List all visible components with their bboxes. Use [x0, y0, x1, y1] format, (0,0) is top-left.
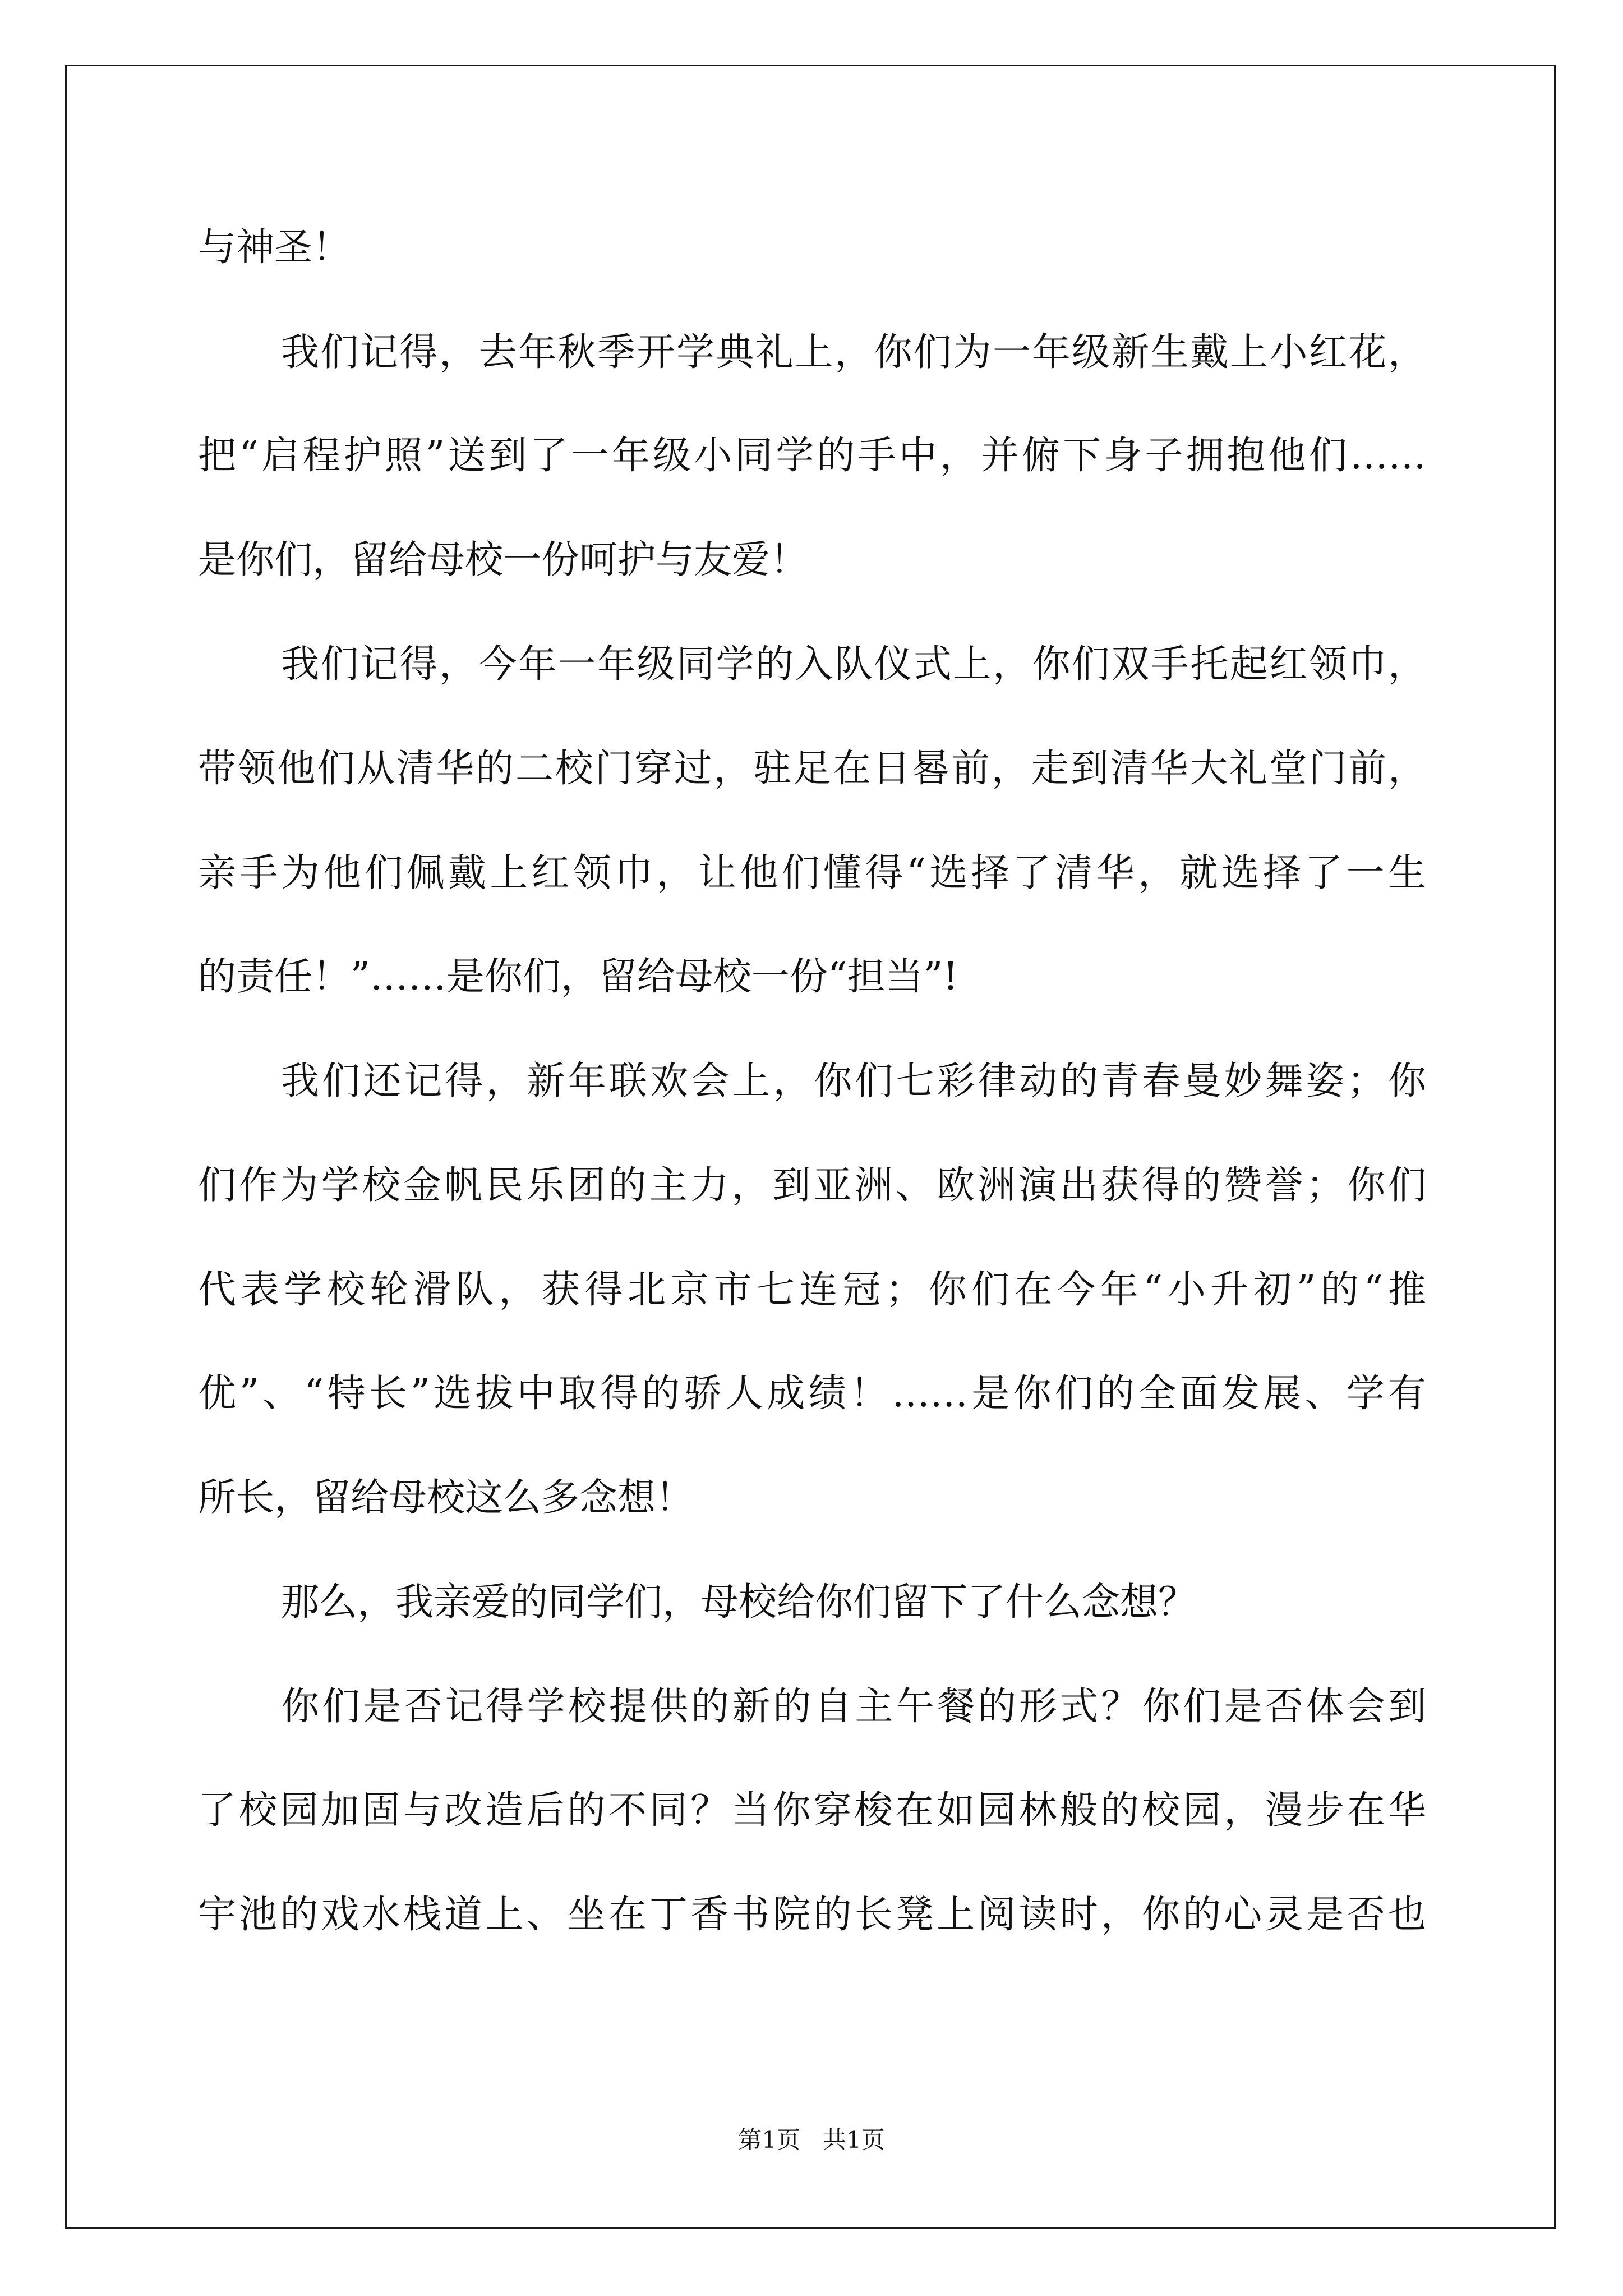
text-line-14: 那么，我亲爱的同学们，母校给你们留下了什么念想？ [281, 1580, 1197, 1625]
text-line-2: 我们记得，去年秋季开学典礼上，你们为一年级新生戴上小红花， [281, 330, 1426, 375]
text-line-9: 我们还记得，新年联欢会上，你们七彩律动的青春曼妙舞姿；你 [281, 1059, 1426, 1103]
text-line-16: 了校园加固与改造后的不同？当你穿梭在如园林般的校园，漫步在华 [198, 1788, 1426, 1833]
text-line-7: 亲手为他们佩戴上红领巾，让他们懂得“选择了清华，就选择了一生 [198, 851, 1426, 895]
page-footer: 第1页 共1页 [738, 2126, 885, 2154]
text-line-8: 的责任！”……是你们，留给母校一份“担当”! [198, 955, 958, 999]
text-line-12: 优”、“特长”选拔中取得的骄人成绩！……是你们的全面发展、学有 [198, 1372, 1426, 1416]
text-line-1: 与神圣！ [198, 226, 351, 270]
text-line-6: 带领他们从清华的二校门穿过，驻足在日晷前，走到清华大礼堂门前， [198, 747, 1426, 791]
text-line-13: 所长，留给母校这么多念想！ [198, 1476, 694, 1520]
text-line-5: 我们记得，今年一年级同学的入队仪式上，你们双手托起红领巾， [281, 642, 1426, 687]
text-line-15: 你们是否记得学校提供的新的自主午餐的形式？你们是否体会到 [281, 1685, 1426, 1729]
text-line-4: 是你们，留给母校一份呵护与友爱！ [198, 538, 809, 582]
text-line-17: 宇池的戏水栈道上、坐在丁香书院的长凳上阅读时，你的心灵是否也 [198, 1893, 1426, 1937]
text-line-10: 们作为学校金帆民乐团的主力，到亚洲、欧洲演出获得的赞誉；你们 [198, 1163, 1426, 1208]
text-line-11: 代表学校轮滑队，获得北京市七连冠；你们在今年“小升初”的“推 [198, 1268, 1426, 1312]
text-line-3: 把“启程护照”送到了一年级小同学的手中，并俯下身子拥抱他们…… [198, 434, 1426, 478]
